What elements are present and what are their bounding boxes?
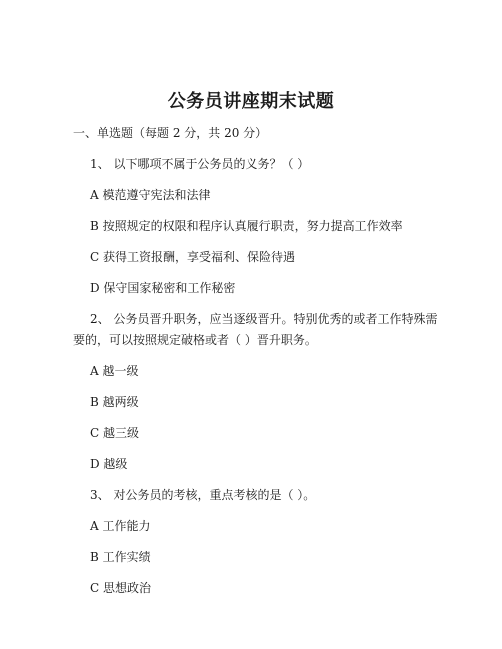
question-1-option-c: C 获得工资报酬，享受福利、保险待遇: [90, 250, 295, 264]
question-1-stem: 1、 以下哪项不属于公务员的义务？（ ）: [90, 157, 310, 171]
document-title: 公务员讲座期末试题: [167, 91, 335, 112]
question-3-option-a: A 工作能力: [90, 519, 151, 533]
section-heading: 一、单选题（每题 2 分，共 20 分）: [73, 126, 268, 140]
question-3-stem: 3、 对公务员的考核，重点考核的是（ ）。: [90, 488, 316, 502]
question-2-option-d: D 越级: [90, 457, 128, 471]
question-1-option-b: B 按照规定的权限和程序认真履行职责，努力提高工作效率: [90, 219, 403, 233]
question-2-option-a: A 越一级: [90, 364, 139, 378]
question-1-option-a: A 模范遵守宪法和法律: [90, 188, 211, 202]
question-2-stem-line2: 要的，可以按照规定破格或者（ ）晋升职务。: [73, 333, 317, 347]
question-1-option-d: D 保守国家秘密和工作秘密: [90, 281, 236, 295]
question-3-option-c: C 思想政治: [90, 581, 151, 595]
question-2-stem-line1: 2、 公务员晋升职务，应当逐级晋升。特别优秀的或者工作特殊需: [90, 312, 438, 326]
question-3-option-b: B 工作实绩: [90, 550, 151, 564]
question-2-option-c: C 越三级: [90, 426, 139, 440]
question-2-option-b: B 越两级: [90, 395, 139, 409]
